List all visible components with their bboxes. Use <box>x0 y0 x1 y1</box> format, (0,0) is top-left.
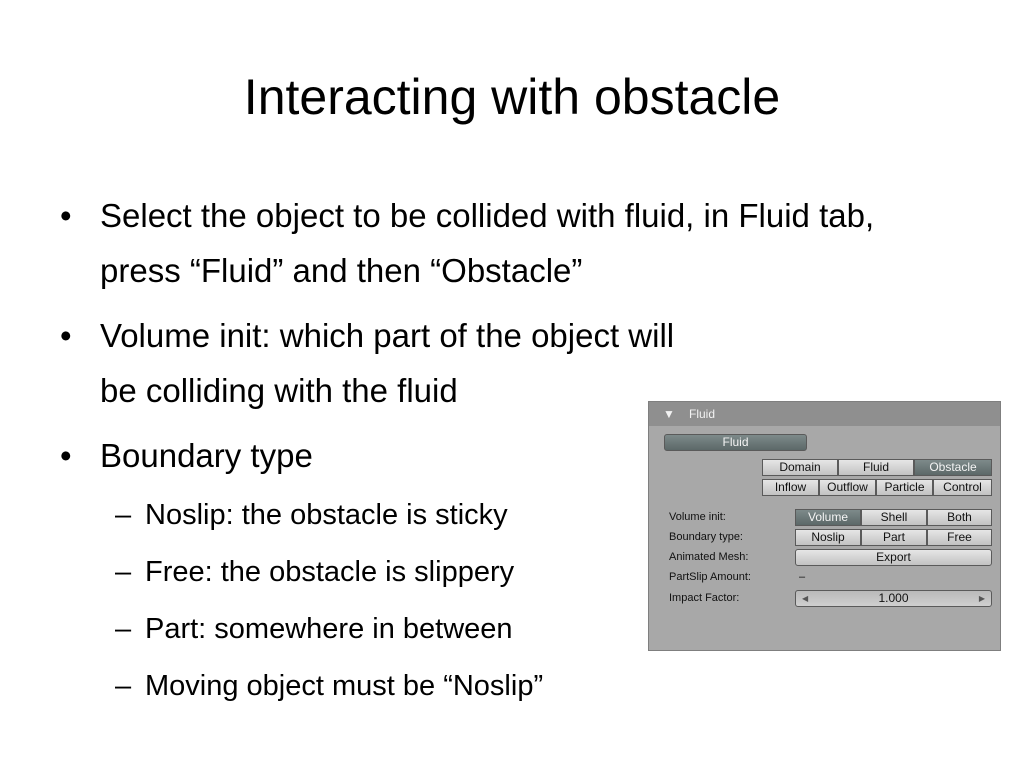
type-domain-button[interactable]: Domain <box>762 459 838 476</box>
volume-init-both-button[interactable]: Both <box>927 509 992 526</box>
impact-factor-label: Impact Factor: <box>669 592 740 604</box>
type-particle-button[interactable]: Particle <box>876 479 933 496</box>
volume-init-label: Volume init: <box>669 511 726 523</box>
fluid-enable-button[interactable]: Fluid <box>664 434 807 451</box>
increase-arrow-icon[interactable]: ▶ <box>978 594 985 603</box>
impact-factor-value: 1.000 <box>878 591 909 605</box>
boundary-free-button[interactable]: Free <box>927 529 992 546</box>
bullet-text: Volume init: which part of the object will be colliding with the fluid <box>100 317 675 409</box>
type-obstacle-button[interactable]: Obstacle <box>914 459 992 476</box>
sub-bullet-text: Moving object must be “Noslip” <box>145 670 544 702</box>
sub-bullet-dash: – <box>115 499 132 531</box>
sub-bullet-dash: – <box>115 556 132 588</box>
type-fluid-button[interactable]: Fluid <box>838 459 914 476</box>
boundary-noslip-button[interactable]: Noslip <box>795 529 861 546</box>
sub-bullet-dash: – <box>115 613 132 645</box>
bullet-dot: • <box>60 197 72 234</box>
partslip-amount-label: PartSlip Amount: <box>669 571 751 583</box>
boundary-part-button[interactable]: Part <box>861 529 927 546</box>
sub-bullet-text: Free: the obstacle is slippery <box>145 556 515 588</box>
bullet-text: Select the object to be collided with fluid, in Fluid tab, press “Fluid” and then “Obstacle” <box>100 197 875 289</box>
animated-mesh-label: Animated Mesh: <box>669 551 749 563</box>
type-inflow-button[interactable]: Inflow <box>762 479 819 496</box>
bullet-item <box>60 188 940 298</box>
slide-title: Interacting with obstacle <box>243 69 781 125</box>
partslip-amount-value: – <box>799 571 806 583</box>
sub-bullet-text: Part: somewhere in between <box>145 613 513 645</box>
export-toggle-button[interactable]: Export <box>795 549 992 566</box>
volume-init-volume-button[interactable]: Volume <box>795 509 861 526</box>
panel-header[interactable] <box>649 402 1000 426</box>
panel-header-label: Fluid <box>689 407 716 421</box>
impact-factor-slider[interactable] <box>795 590 992 607</box>
fluid-settings-panel <box>648 401 1001 651</box>
type-control-button[interactable]: Control <box>933 479 992 496</box>
decrease-arrow-icon[interactable]: ◀ <box>802 594 809 603</box>
sub-bullet-text: Noslip: the obstacle is sticky <box>145 499 508 531</box>
sub-bullet-item <box>60 658 940 715</box>
sub-bullet-dash: – <box>115 670 132 702</box>
volume-init-shell-button[interactable]: Shell <box>861 509 927 526</box>
bullet-item <box>60 308 700 418</box>
bullet-dot: • <box>60 317 72 354</box>
type-outflow-button[interactable]: Outflow <box>819 479 876 496</box>
bullet-dot: • <box>60 437 72 474</box>
boundary-type-label: Boundary type: <box>669 531 743 543</box>
collapse-triangle-icon[interactable]: ▼ <box>663 407 675 421</box>
bullet-text: Boundary type <box>100 437 313 474</box>
